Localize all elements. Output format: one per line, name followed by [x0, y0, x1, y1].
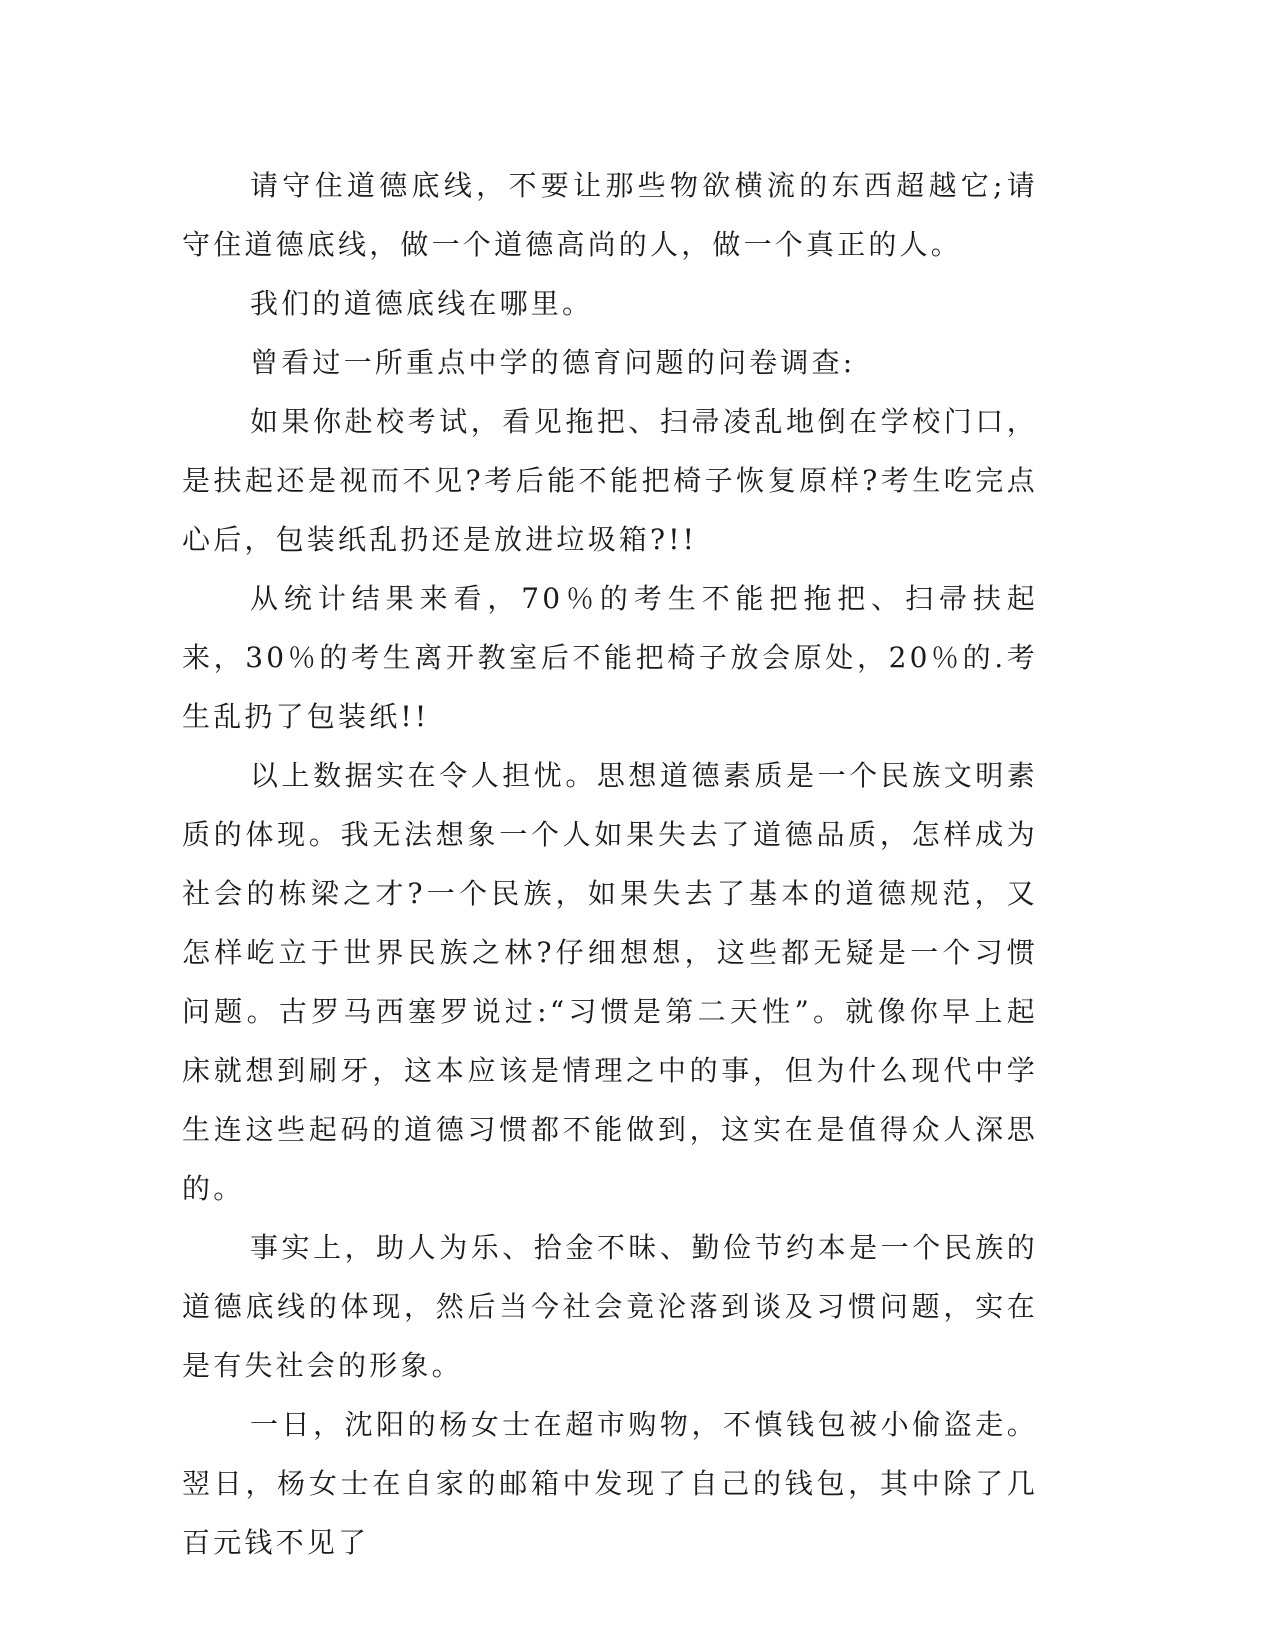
paragraph: 从统计结果来看，70％的考生不能把拖把、扫帚扶起来，30％的考生离开教室后不能把椅子放会原处，20％的.考生乱扔了包装纸!! [182, 582, 1038, 733]
paragraph: 如果你赴校考试，看见拖把、扫帚凌乱地倒在学校门口，是扶起还是视而不见?考后能不能把椅子恢复原样?考生吃完点心后，包装纸乱扔还是放进垃圾箱?!! [182, 405, 1038, 556]
paragraph: 曾看过一所重点中学的德育问题的问卷调查: [250, 346, 856, 379]
document-body [182, 156, 1038, 1572]
paragraph: 一日，沈阳的杨女士在超市购物，不慎钱包被小偷盗走。翌日，杨女士在自家的邮箱中发现了自己的钱包，其中除了几百元钱不见了 [182, 1408, 1038, 1559]
paragraph: 以上数据实在令人担忧。思想道德素质是一个民族文明素质的体现。我无法想象一个人如果失去了道德品质，怎样成为社会的栋梁之才?一个民族，如果失去了基本的道德规范，又怎样屹立于世界民族之林?仔细想想，这些都无疑是一个习惯问题。古罗马西塞罗说过:“习惯是第二天性”。就像你早上起床就想到刷牙，这本应该是情理之中的事，但为什么现代中学生连这些起码的道德习惯都不能做到，这实在是值得众人深思的。 [182, 759, 1038, 1205]
paragraph: 我们的道德底线在哪里。 [250, 287, 594, 320]
paragraph: 事实上，助人为乐、拾金不昧、勤俭节约本是一个民族的道德底线的体现，然后当今社会竟沦落到谈及习惯问题，实在是有失社会的形象。 [182, 1231, 1038, 1382]
paragraph: 请守住道德底线，不要让那些物欲横流的东西超越它;请守住道德底线，做一个道德高尚的人，做一个真正的人。 [182, 169, 1038, 261]
